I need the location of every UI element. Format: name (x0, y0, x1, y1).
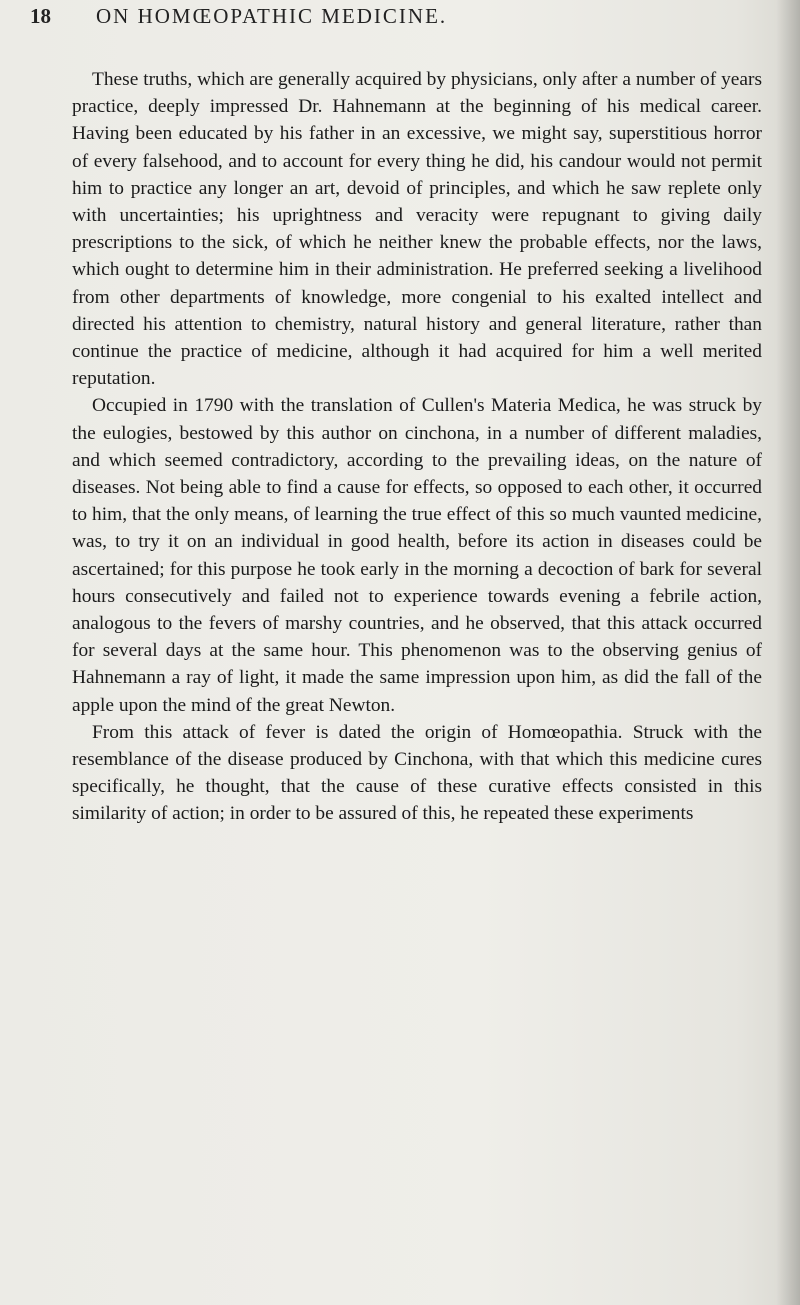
paragraph-2: Occupied in 1790 with the translation of Cullen's Materia Medica, he was struck by the eulogies, bestowed by this author on cinchona, in a number of different maladies, and which seemed contradictory, according to the prevailing ideas, on the nature of diseases. Not being able to find a cause for effects, so opposed to each other, it occurred to him, that the only means, of learning the true effect of this so much vaunted medicine, was, to try it on an individual in good health, before its action in diseases could be ascertained; for this purpose he took early in the morning a decoction of bark for several hours consecutively and failed not to experience towards evening a febrile action, analogous to the fevers of marshy countries, and he observed, that this attack occurred for several days at the same hour. This phenomenon was to the observing genius of Hahnemann a ray of light, it made the same impression upon him, as did the fall of the apple upon the mind of the great Newton. (72, 395, 762, 716)
page-number: 18 (30, 4, 51, 28)
paragraph-1: These truths, which are generally acquired by physicians, only after a number of years practice, deeply impressed Dr. Hahnemann at the beginning of his medical career. Having been educated by his father in an excessive, we might say, superstitious horror of every falsehood, and to account for every thing he did, his candour would not permit him to practice any longer an art, devoid of principles, and which he saw replete only with uncertainties; his uprightness and veracity were repugnant to giving daily prescriptions to the sick, of which he neither knew the probable effects, nor the laws, which ought to determine him in their administration. He preferred seeking a livelihood from other departments of knowledge, more congenial to his exalted intellect and directed his attention to chemistry, natural history and general literature, rather than continue the practice of medicine, although it had acquired for him a well merited reputation. (72, 69, 762, 390)
page-header (30, 2, 770, 36)
running-title: ON HOMŒOPATHIC MEDICINE. (96, 4, 448, 28)
paragraph-3: From this attack of fever is dated the origin of Homœopathia. Struck with the resemblance of the disease produced by Cinchona, with that which this medicine cures specifically, he thought, that the cause of these curative effects consisted in this similarity of action; in order to be assured of this, he repeated these experiments (72, 721, 762, 825)
body-text (72, 66, 762, 828)
page-edge-shadow (776, 0, 800, 1305)
